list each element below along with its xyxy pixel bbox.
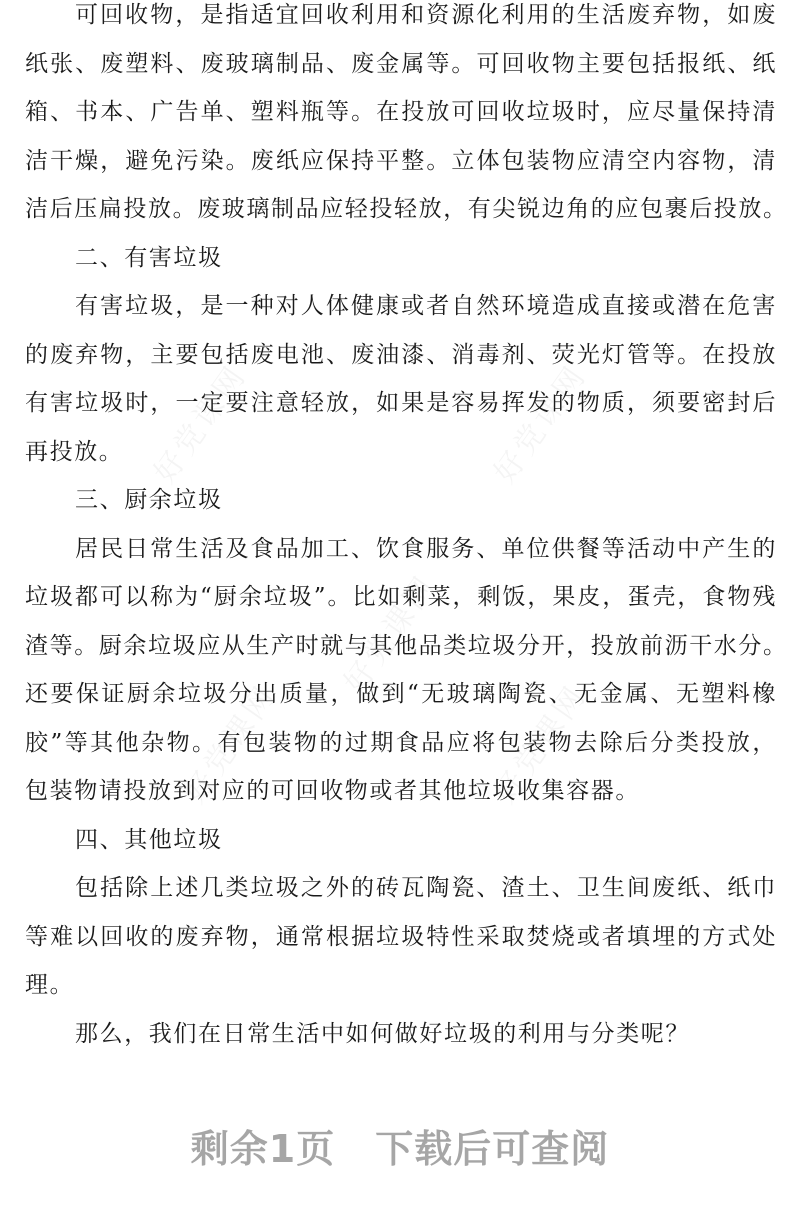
document-body [25,0,788,1058]
paragraph-line: 包括除上述几类垃圾之外的砖瓦陶瓷、渣土、卫生间废纸、纸巾 [75,875,777,901]
download-prompt-label: 下载后可查阅 [375,1127,610,1171]
paragraph-line: 包装物请投放到对应的可回收物或者其他垃圾收集容器。 [25,778,640,804]
paragraph-line: 纸张、废塑料、废玻璃制品、废金属等。可回收物主要包括报纸、纸 [25,50,777,77]
paragraph-line: 等难以回收的废弃物，通常根据垃圾特性采取焚烧或者填埋的方式处 [25,923,777,950]
paragraph-line: 可回收物，是指适宜回收利用和资源化利用的生活废弃物，如废 [75,2,777,28]
paragraph-line: 洁后压扁投放。废玻璃制品应轻投轻放，有尖锐边角的应包裹后投放。 [25,196,788,222]
paragraph-line: 有害垃圾时，一定要注意轻放，如果是容易挥发的物质，须要密封后 [25,390,777,416]
paragraph-line: 再投放。 [25,438,124,465]
section-heading: 四、其他垃圾 [75,826,223,853]
paragraph-line: 箱、书本、广告单、塑料瓶等。在投放可回收垃圾时，应尽量保持清 [25,99,777,125]
section-heading: 二、有害垃圾 [75,244,223,271]
paragraph-line: 居民日常生活及食品加工、饮食服务、单位供餐等活动中产生的 [75,535,777,562]
paragraph-line: 的废弃物，主要包括废电池、废油漆、消毒剂、荧光灯管等。在投放 [25,341,777,368]
paragraph-line: 那么，我们在日常生活中如何做好垃圾的利用与分类呢？ [75,1020,690,1047]
paragraph-line: 垃圾都可以称为“厨余垃圾”。比如剩菜，剩饭，果皮，蛋壳，食物残 [25,584,777,610]
paragraph-line: 理。 [25,972,75,998]
paragraph-line: 洁干燥，避免污染。废纸应保持平整。立体包装物应清空内容物，清 [25,147,777,174]
remaining-pages-banner[interactable] [0,1118,800,1173]
section-heading: 三、厨余垃圾 [75,487,223,513]
paragraph-line: 有害垃圾，是一种对人体健康或者自然环境造成直接或潜在危害 [75,293,777,319]
paragraph-line: 还要保证厨余垃圾分出质量，做到“无玻璃陶瓷、无金属、无塑料橡 [25,681,777,707]
paragraph-line: 渣等。厨余垃圾应从生产时就与其他品类垃圾分开，投放前沥干水分。 [25,632,788,659]
remaining-pages-label: 剩余1页 [190,1127,336,1171]
paragraph-line: 胶”等其他杂物。有包装物的过期食品应将包装物去除后分类投放， [25,729,777,756]
